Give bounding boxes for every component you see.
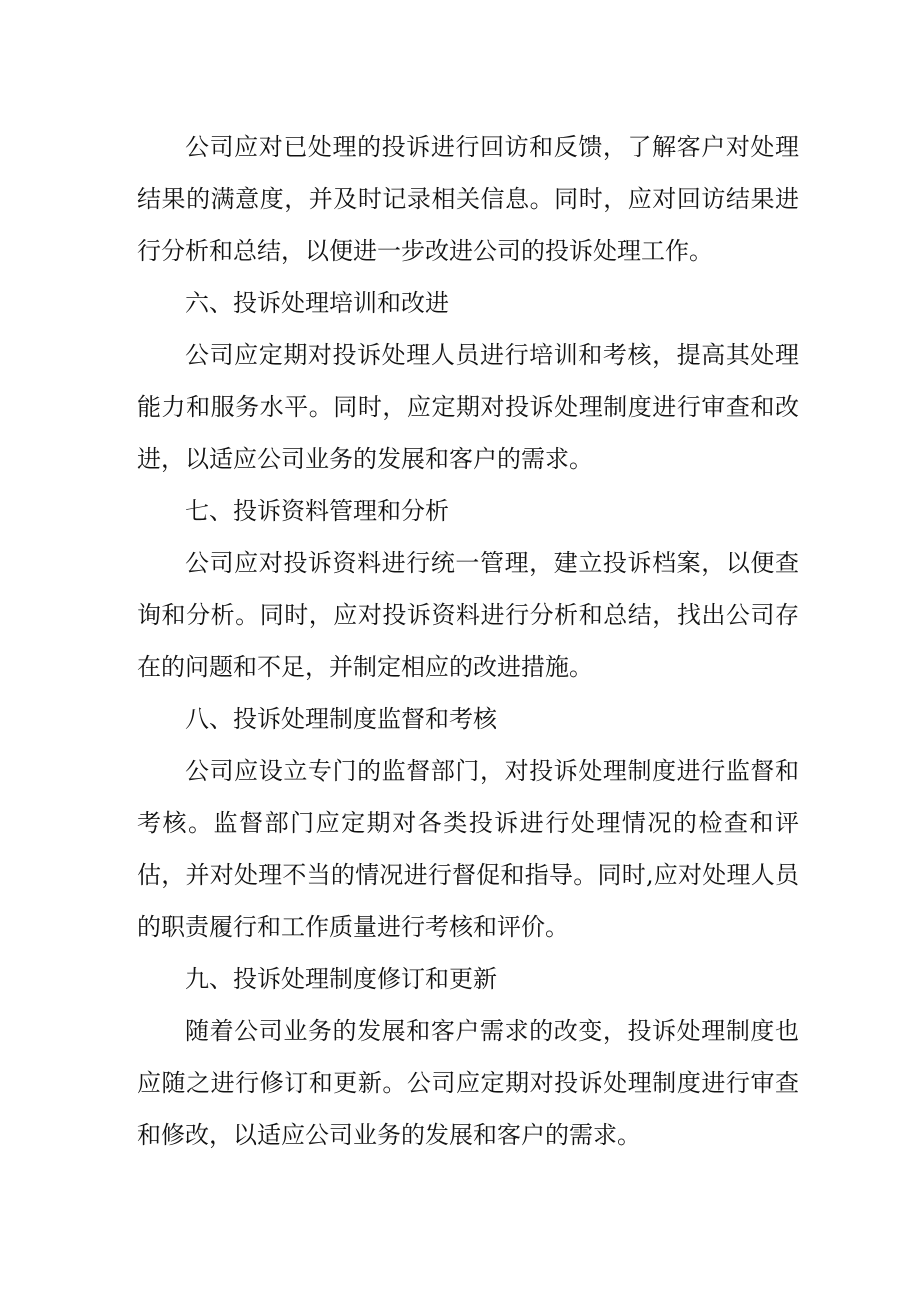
document-body: [137, 121, 799, 1161]
section-heading-8: 八、投诉处理制度监督和考核: [185, 705, 497, 733]
paragraph-records: 公司应对投诉资料进行统一管理，建立投诉档案，以便查询和分析。同时，应对投诉资料进行分析和总结，找出公司存在的问题和不足，并制定相应的改进措施。: [137, 549, 799, 681]
section-heading-9: 九、投诉处理制度修订和更新: [185, 965, 497, 993]
section-heading-7: 七、投诉资料管理和分析: [185, 497, 449, 525]
paragraph-revision: 随着公司业务的发展和客户需求的改变，投诉处理制度也应随之进行修订和更新。公司应定期对投诉处理制度进行审查和修改，以适应公司业务的发展和客户的需求。: [137, 1017, 799, 1149]
paragraph-supervision: 公司应设立专门的监督部门，对投诉处理制度进行监督和考核。监督部门应定期对各类投诉进行处理情况的检查和评估，并对处理不当的情况进行督促和指导。同时,应对处理人员的职责履行和工作质量进行考核和评价。: [137, 757, 799, 941]
paragraph-follow-up: 公司应对已处理的投诉进行回访和反馈，了解客户对处理结果的满意度，并及时记录相关信息。同时，应对回访结果进行分析和总结，以便进一步改进公司的投诉处理工作。: [137, 133, 799, 265]
section-heading-6: 六、投诉处理培训和改进: [185, 289, 449, 317]
paragraph-training: 公司应定期对投诉处理人员进行培训和考核，提高其处理能力和服务水平。同时，应定期对投诉处理制度进行审查和改进，以适应公司业务的发展和客户的需求。: [137, 341, 799, 473]
